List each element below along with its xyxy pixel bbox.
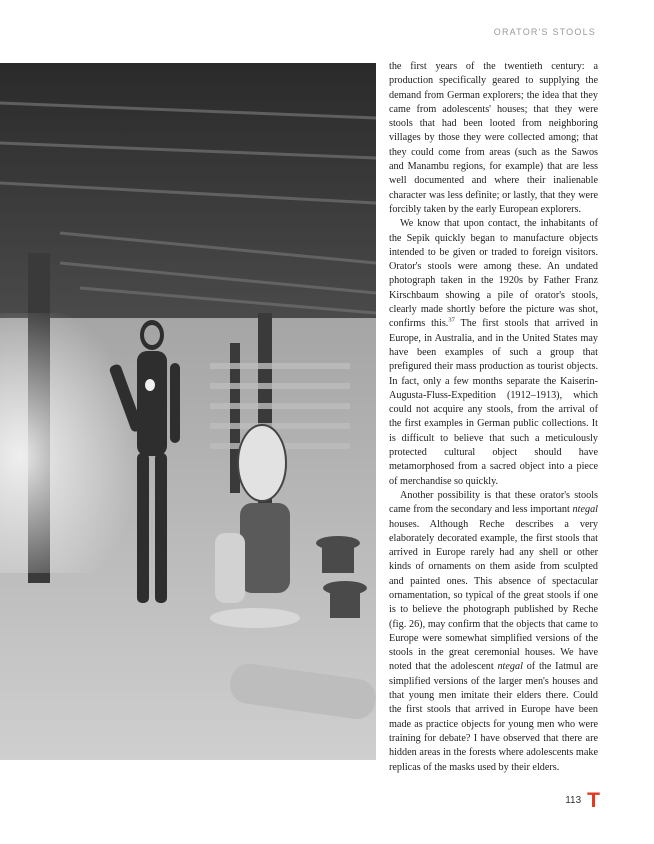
running-head: ORATOR'S STOOLS bbox=[493, 27, 596, 37]
archival-photograph bbox=[0, 63, 376, 760]
paragraph-2-text-a: We know that upon contact, the inhabitants of the Sepik quickly began to manufacture objects intended to be given or traded to foreign visitors. Orator's stools were among these. An undated photograph taken in the 1920s by Father Franz Kirschbaum showing a pile of orator's stools, clearly made shortly before the picture was shot, confirms this. bbox=[389, 218, 598, 330]
paragraph-3-text-b: houses. Although Reche describes a very elaborately decorated example, the first stools that arrived in Europe rarely had any shell or other kinds of ornaments on them aside from sculpted and painted ones. This absence of spectacular ornamentation, so typical of the great stools if one is to believe the photograph published by Reche (fig. 26), may confirm that the objects that came to Europe were somewhat simplified versions of the stools in the great ceremonial houses. We have noted that the adolescent bbox=[389, 518, 598, 673]
paragraph-2-text-b: The first stools that arrived in Europe, in Australia, and in the United States may have been examples of such a group that prefigured their mass production as tourist objects. In fact, only a few months separate the Kaiserin-Augusta-Fluss-Expedition (1912–1913), which could not acquire any stools, from the arrival of the first examples in German public collections. It is difficult to believe that such a meticulously protected cultural object should have metamorphosed from a sacred object into a piece of merchandise so quickly. bbox=[389, 318, 598, 487]
page-number: 113 bbox=[565, 795, 582, 806]
paragraph-1 bbox=[389, 60, 598, 217]
footnote-reference[interactable]: 37 bbox=[448, 316, 455, 324]
paragraph-3-text-c: of the Iatmul are simplified versions of the larger men's houses and that young men imitate their elders there. Could the first stools that arrived in Europe have been made as practice objects for young men who were training for debate? I have observed that there are hidden areas in the forests where adolescents make replicas of the masks used by their elders. bbox=[389, 661, 598, 773]
publisher-logo-icon: T bbox=[587, 789, 600, 812]
folio bbox=[565, 790, 600, 811]
body-text-column bbox=[389, 60, 598, 775]
paragraph-3 bbox=[389, 489, 598, 775]
paragraph-1-text: the first years of the twentieth century: a production specifically geared to supplying the demand from German explorers; the idea that they came from adolescents' houses; that they were stools that had been looted from neighboring villages by those they were collected among; that they could come from areas (such as the Sawos and Manambu regions, for example) that are less well documented and where their inalienable character was less definite; or lastly, that they were forcibly taken by the early European explorers. bbox=[389, 61, 598, 215]
paragraph-2 bbox=[389, 217, 598, 489]
italic-term: ntegal bbox=[572, 504, 598, 516]
italic-term: ntegal bbox=[497, 661, 523, 673]
paragraph-3-text-a: Another possibility is that these orator's stools came from the secondary and less important bbox=[389, 489, 598, 516]
